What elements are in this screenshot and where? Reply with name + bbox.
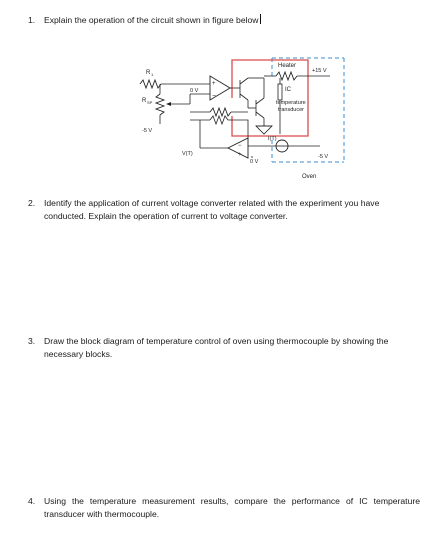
label-minus5-left: -5 V [142,128,153,134]
label-plus15: +15 V [312,68,327,74]
question-number: 2. [28,198,36,208]
text-cursor [260,14,261,24]
circuit-figure [130,54,360,184]
label-it: I(T) [268,136,277,142]
svg-text:+: + [238,152,242,158]
label-temperature: temperature [276,100,306,106]
heater-resistor [276,72,297,80]
darlington-transistors [240,78,272,126]
label-rsp: R [142,98,147,104]
question-number: 1. [28,15,36,25]
label-oven: Oven [302,174,317,180]
svg-text:+: + [212,81,216,87]
heater-loop [232,60,308,136]
question-number: 4. [28,496,36,506]
question-text: Identify the application of current voltage converter related with the experiment you have conducted. Explain the operation of current to voltage converter. [44,198,380,221]
question-text: Explain the operation of the circuit shown in figure below [44,15,259,25]
label-0v-bottom: 0 V [250,159,259,165]
question-number: 3. [28,336,36,346]
resistor-r1 [140,80,161,88]
label-heater: Heater [278,63,297,69]
label-ic: IC [285,87,291,93]
label-minus5-right: -5 V [318,154,329,160]
resistor-rsp [156,94,164,115]
label-transducer: transducer [278,107,304,113]
svg-text:−: − [212,93,217,100]
question-text: Using the temperature measurement results, compare the performance of IC temperature transducer with thermocouple. [44,496,420,519]
ic-transducer [278,84,282,100]
label-vt: V(T) [182,151,193,157]
label-r1: R [146,70,151,76]
question-text: Draw the block diagram of temperature control of oven using thermocouple by showing the necessary blocks. [44,336,389,359]
svg-text:1: 1 [151,72,154,77]
feedback-resistor [210,108,231,116]
svg-text:−: − [238,143,242,149]
label-0v-top: 0 V [190,88,199,94]
svg-text:SP: SP [147,100,153,105]
